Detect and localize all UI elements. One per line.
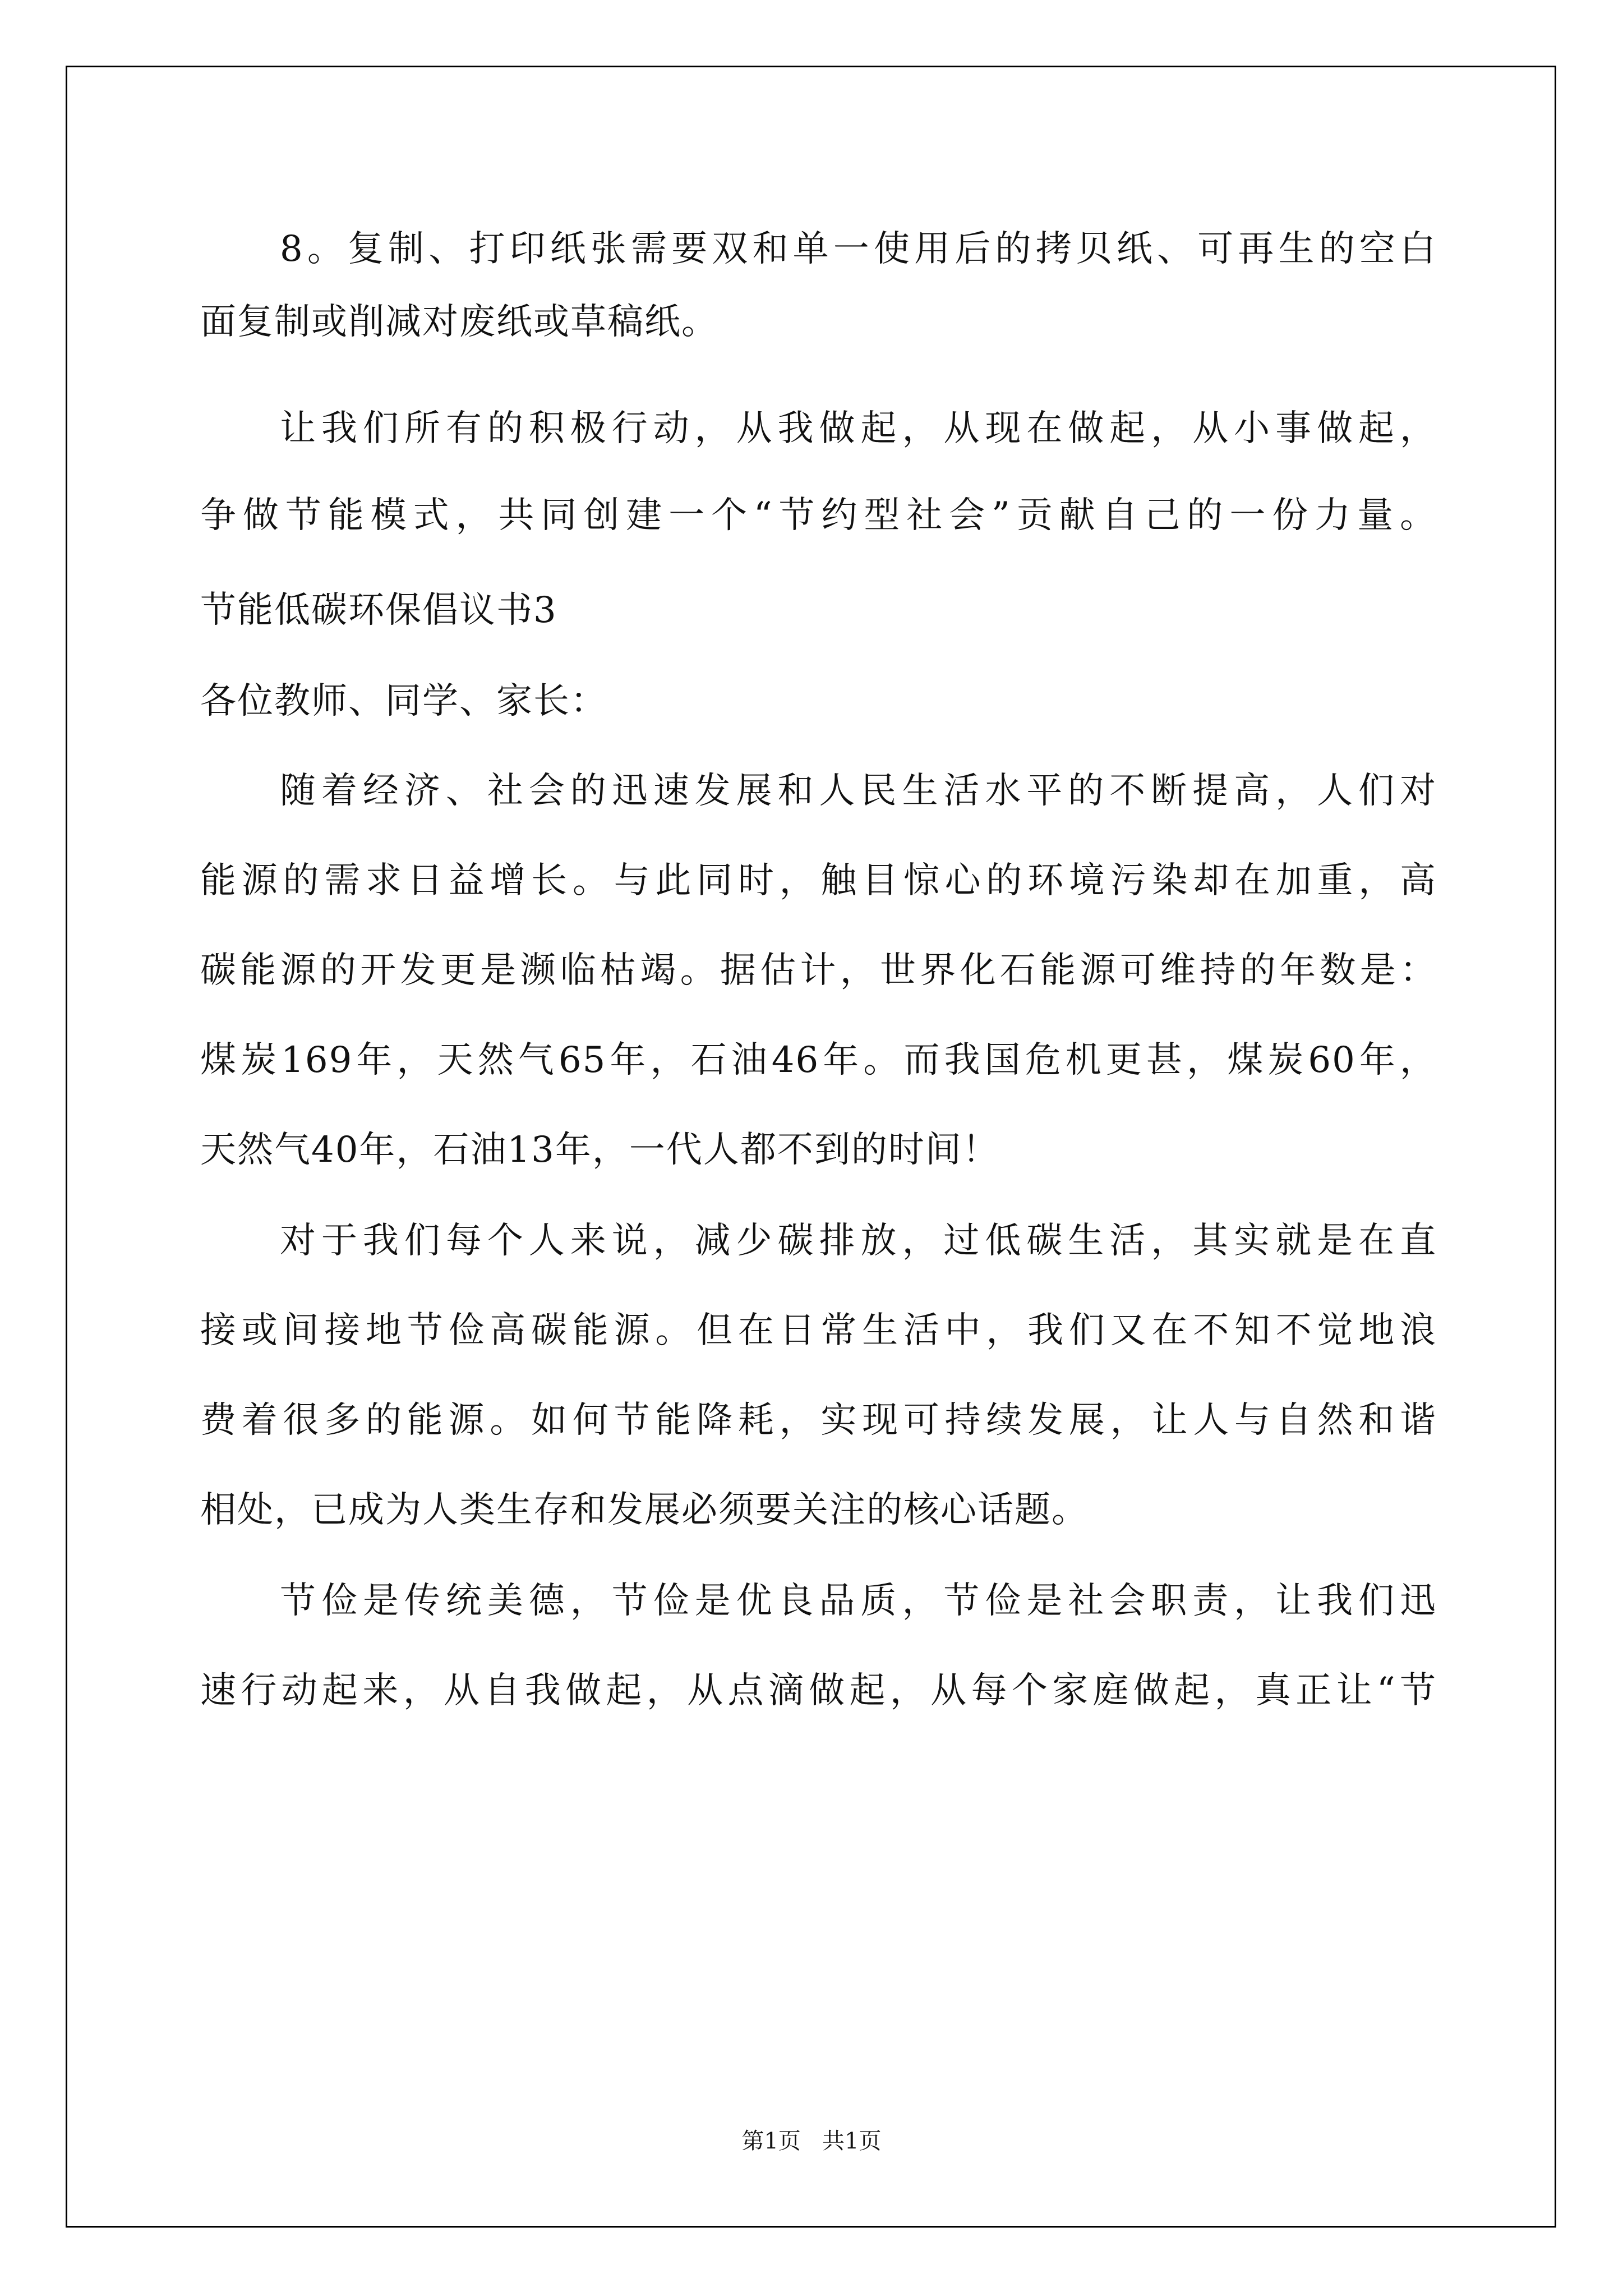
paragraph-line: 速行动起来，从自我做起，从点滴做起，从每个家庭做起，真正让“节 [200, 1670, 1437, 1711]
paragraph-line: 让我们所有的积极行动，从我做起，从现在做起，从小事做起， [280, 408, 1437, 449]
paragraph-line: 节俭是传统美德，节俭是优良品质，节俭是社会职责，让我们迅 [280, 1580, 1437, 1622]
paragraph-line: 对于我们每个人来说，减少碳排放，过低碳生活，其实就是在直 [280, 1220, 1437, 1262]
section-title: 节能低碳环保倡议书3 [200, 590, 557, 631]
paragraph-line: 天然气40年，石油13年，一代人都不到的时间！ [200, 1129, 999, 1171]
paragraph-line: 面复制或削减对废纸或草稿纸。 [200, 301, 718, 343]
paragraph-line: 费着很多的能源。如何节能降耗，实现可持续发展，让人与自然和谐 [200, 1400, 1437, 1441]
paragraph-line: 接或间接地节俭高碳能源。但在日常生活中，我们又在不知不觉地浪 [200, 1310, 1437, 1351]
salutation: 各位教师、同学、家长： [200, 680, 607, 722]
paragraph-line: 碳能源的开发更是濒临枯竭。据估计，世界化石能源可维持的年数是： [200, 950, 1437, 991]
page-number-footer: 第1页 共1页 [741, 2128, 882, 2154]
paragraph-line: 争做节能模式，共同创建一个“节约型社会”贡献自己的一份力量。 [200, 495, 1437, 536]
paragraph-line: 能源的需求日益增长。与此同时，触目惊心的环境污染却在加重，高 [200, 860, 1437, 901]
paragraph-line: 煤炭169年，天然气65年，石油46年。而我国危机更甚，煤炭60年， [200, 1039, 1437, 1081]
paragraph-line: 相处，已成为人类生存和发展必须要关注的核心话题。 [200, 1489, 1089, 1531]
paragraph-line: 8。复制、打印纸张需要双和单一使用后的拷贝纸、可再生的空白 [280, 228, 1437, 270]
paragraph-line: 随着经济、社会的迅速发展和人民生活水平的不断提高，人们对 [280, 770, 1437, 812]
